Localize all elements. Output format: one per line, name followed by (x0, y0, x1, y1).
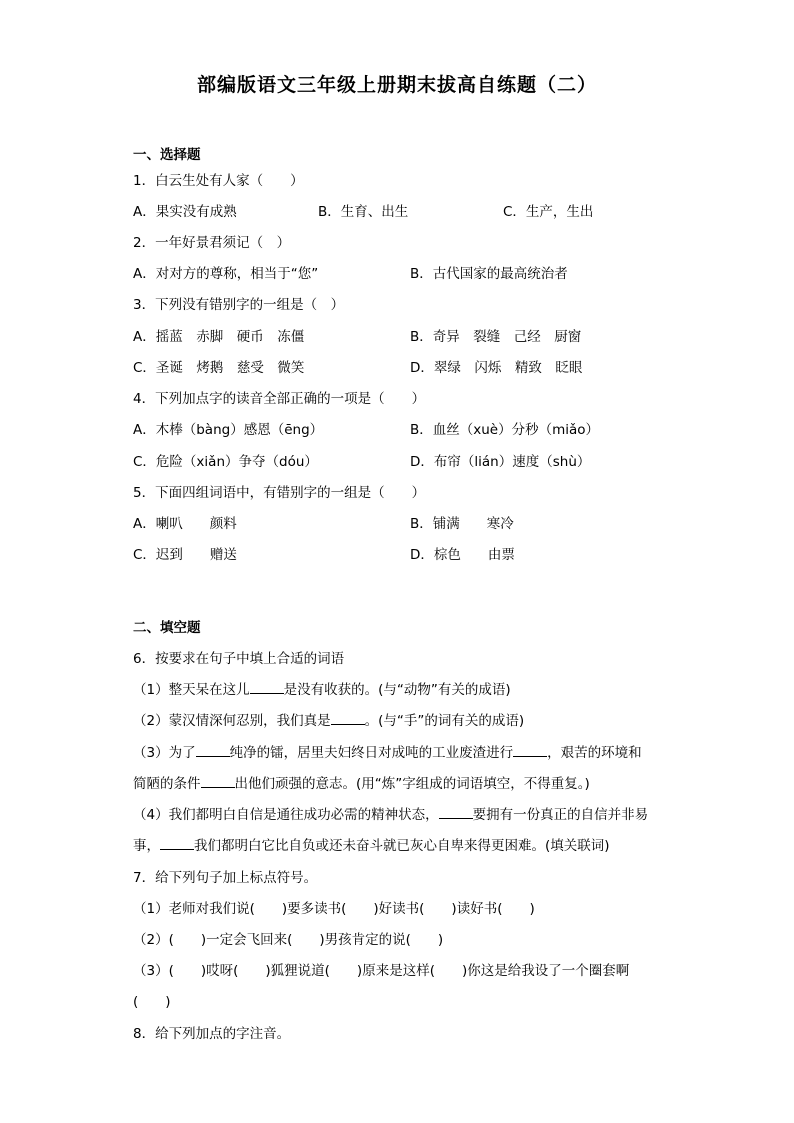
q6-line-2 (133, 711, 524, 731)
q3-option-b: B．奇异 裂缝 己经 厨窗 (410, 329, 582, 345)
q6-line-2-text-b: 。(与“手”的词有关的成语) (364, 713, 525, 729)
q6-line-4 (133, 774, 590, 794)
q4-option-b: B．血丝（xuè）分秒（miǎo） (410, 422, 600, 438)
page-title: 部编版语文三年级上册期末拔高自练题（二） (196, 74, 597, 96)
q6-line-4-text-b: 出他们顽强的意志。(用“炼”字组成的词语填空，不得重复。) (234, 776, 590, 792)
q7-line-2: （2）( )一定会飞回来( )男孩肯定的说( ) (133, 932, 444, 948)
q7-line-4: ( ) (133, 994, 171, 1010)
question-3-stem: 3．下列没有错别字的一组是（ ） (133, 297, 345, 313)
q4-option-a: A．木棒（bàng）感恩（ēng） (133, 422, 324, 438)
fill-blank[interactable] (250, 681, 284, 694)
q4-option-d: D．布帘（lián）速度（shù） (410, 454, 591, 470)
question-5-stem: 5．下面四组词语中，有错别字的一组是（ ） (133, 485, 426, 501)
question-8-stem: 8．给下列加点的字注音。 (133, 1026, 291, 1042)
q2-option-a: A．对对方的尊称，相当于“您” (133, 266, 319, 282)
q6-line-6-text-a: 事， (133, 838, 160, 854)
q6-line-1 (133, 680, 511, 700)
q6-line-5 (133, 805, 648, 825)
q1-option-a: A．果实没有成熟 (133, 204, 237, 220)
question-6-stem: 6．按要求在句子中填上合适的词语 (133, 651, 345, 667)
q6-line-1-text-b: 是没有收获的。(与“动物”有关的成语) (283, 682, 511, 698)
q7-line-3: （3）( )哎呀( )狐狸说道( )原来是这样( )你这是给我设了一个圈套啊 (133, 963, 630, 979)
fill-blank[interactable] (331, 712, 365, 725)
q6-line-1-text-a: （1）整天呆在这儿 (133, 682, 250, 698)
q7-line-1: （1）老师对我们说( )要多读书( )好读书( )读好书( ) (133, 901, 535, 917)
q6-line-6 (133, 836, 610, 856)
question-2-stem: 2．一年好景君须记（ ） (133, 235, 291, 251)
q5-option-a: A．喇叭 颜料 (133, 516, 237, 532)
fill-blank[interactable] (160, 837, 194, 850)
q5-option-c: C．迟到 赠送 (133, 547, 237, 563)
q1-option-b: B．生育、出生 (318, 204, 409, 220)
question-4-stem: 4．下列加点字的读音全部正确的一项是（ ） (133, 391, 426, 407)
question-7-stem: 7．给下列句子加上标点符号。 (133, 870, 318, 886)
fill-blank[interactable] (196, 744, 230, 757)
q3-option-c: C．圣诞 烤鹅 慈受 微笑 (133, 360, 305, 376)
q6-line-4-text-a: 简陋的条件 (133, 776, 201, 792)
q1-option-c: C．生产，生出 (503, 204, 594, 220)
q4-option-c: C．危险（xiǎn）争夺（dóu） (133, 454, 318, 470)
q3-option-a: A．摇蓝 赤脚 硬币 冻僵 (133, 329, 305, 345)
q3-option-d: D．翠绿 闪烁 精致 眨眼 (410, 360, 583, 376)
q6-line-5-text-b: 要拥有一份真正的自信并非易 (472, 807, 649, 823)
q6-line-6-text-b: 我们都明白它比自负或还未奋斗就已灰心自卑来得更困难。(填关联词) (194, 838, 610, 854)
q6-line-5-text-a: （4）我们都明白自信是通往成功必需的精神状态， (133, 807, 439, 823)
q2-option-b: B．古代国家的最高统治者 (410, 266, 568, 282)
fill-blank[interactable] (201, 775, 235, 788)
section-fill-heading: 二、填空题 (133, 620, 201, 636)
fill-blank[interactable] (439, 806, 473, 819)
q6-line-3-text-a: （3）为了 (133, 745, 196, 761)
q5-option-b: B．铺满 寒冷 (410, 516, 514, 532)
fill-blank[interactable] (513, 744, 547, 757)
q6-line-3 (133, 743, 642, 763)
section-choice-heading: 一、选择题 (133, 147, 201, 163)
question-1-stem: 1．白云生处有人家（ ） (133, 173, 304, 189)
q5-option-d: D．棕色 由票 (410, 547, 515, 563)
q6-line-3-text-b: 纯净的镭，居里夫妇终日对成吨的工业废渣进行 (229, 745, 514, 761)
q6-line-3-text-c: ，艰苦的环境和 (547, 745, 642, 761)
q6-line-2-text-a: （2）蒙汉情深何忍别，我们真是 (133, 713, 331, 729)
